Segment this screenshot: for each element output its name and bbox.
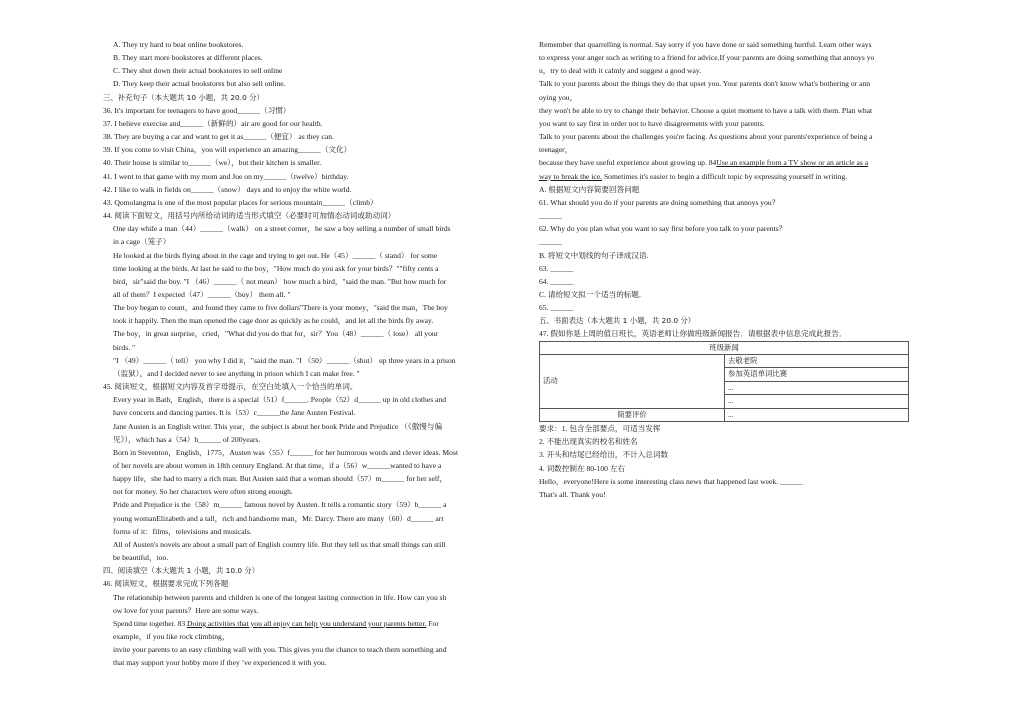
passage-text: because they have useful experience about growing up. 84 (539, 158, 717, 168)
passage-line (113, 617, 513, 630)
passage-line: took it happily. Then the man opened the cage door as quickly as he could，and let all the birds fly away. (113, 316, 434, 326)
passage-line: Remember that quarrelling is normal. Say sorry if you have done or said something hurtful. Learn other ways (539, 40, 872, 49)
passage-line: have concerts and dancing parties. It is（53）c______the Jane Austen Festival. (113, 408, 356, 418)
passage-line: young womanElizabeth and a tall，rich and handsome man，Mr. Darcy. There are many（60）d______ art (113, 513, 444, 523)
answer-blank-62: ______ (539, 237, 562, 247)
question-45: 45. 阅读短文，根据短文内容及首字母提示，在空白处填入一个恰当的单词。 (103, 382, 358, 392)
requirement-line: 3. 开头和结尾已经给出，不计入总词数 (539, 450, 669, 460)
section-3-heading: 三、补充句子（本大题共 10 小题，共 20.0 分） (103, 92, 264, 102)
option-d: D. They keep their actual bookstores but also sell online. (113, 79, 286, 89)
passage-line: Talk to your parents about the challenges you're facing. As questions about your parents'experience of being a (539, 132, 873, 142)
question-42: 42. I like to walk in fields on______（snow） days and to enjoy the white world. (103, 184, 352, 194)
fill-questions (103, 104, 513, 222)
passage-line: time looking at the birds. At last he said to the boy，"How much do you ask for your birds？""fifty cents a (113, 263, 439, 273)
passage-line: not for money. So her characters were often strong enough. (113, 487, 293, 497)
answer-blank-61: ______ (539, 211, 562, 221)
passage-line: of her novels are about women in 18th century England. At that time，if a（56）w______wanted to have a (113, 461, 442, 470)
question-47: 47. 假如你是上周的值日班长，英语老师让你做班级新闻报告．请根据表中信息完成此报告． (539, 329, 847, 339)
question-37: 37. I believe exercise and______（新鲜的）air are good for our health. (103, 118, 323, 128)
question-46: 46. 阅读短文，根据要求完成下列各题 (103, 579, 229, 589)
passage-line: teenager， (539, 145, 573, 155)
passage-line: they won't be able to try to change their behavior. Choose a quiet moment to have a talk with them. Plan what (539, 105, 873, 115)
underlined-sentence-84: Use an example from a TV show or an article as a (716, 158, 869, 168)
passage-line: bird，sir"said the boy. "I （46）______（ not mean） how much a bird，"said the man. "But how much for (113, 276, 447, 286)
option-c: C. They shut down their actual bookstores to sell online (113, 66, 283, 76)
passage-text: For (426, 618, 439, 628)
class-news-table (539, 341, 909, 422)
evaluation-value: ... (725, 408, 909, 421)
essay-closing: That's all. Thank you! (539, 489, 606, 499)
evaluation-label: 简要评价 (540, 408, 725, 421)
passage-line: Every year in Bath，English，there is a special（51）f______. People（52）d______ up in old clothes and (113, 395, 447, 405)
passage-line: He looked at the birds flying about in the cage and trying to get out. He（45）______（ stand） for some (113, 250, 438, 260)
questions-46 (539, 183, 944, 315)
passage-line: happy life，she had to marry a rich man. But Austen said that a woman should（57）m______ for her self， (113, 474, 448, 484)
passage-line: Born in Steventon，English，1775，Austen was（55）f______ for her humorous words and clever ideas. Most (113, 447, 459, 457)
question-41: 41. I went to that game with my mom and Joe on my______（twelve）birthday. (103, 171, 349, 181)
activity-item: ... (725, 381, 909, 394)
passage-line: "I （49）______（ tell） you why I did it，"said the man. "I （50）______（shut） up three years in a prison (113, 355, 456, 365)
passage-line: The boy began to count，and found they came to five dollars"There is your money，"said the man，The boy (113, 303, 448, 313)
question-36: 36. It's important for teenagers to have good______（习惯） (103, 105, 291, 115)
passage-44 (103, 222, 513, 380)
passage-line: （监狱），and I decided never to see anything in prison which I can make free. " (113, 368, 360, 378)
passage-text: Spend time together. 83 (113, 618, 188, 628)
question-62: 62. Why do you plan what you want to say first before you talk to your parents？ (539, 224, 787, 234)
activity-item: 参加英语单词比赛 (725, 368, 909, 381)
activity-item: 去敬老院 (725, 355, 909, 368)
requirements (539, 422, 944, 501)
passage-line (539, 170, 944, 183)
passage-line: oying you， (539, 92, 578, 102)
passage-line: in a cage（笼子） (113, 237, 171, 247)
question-39: 39. If you come to visit China，you will experience an amazing______（文化） (103, 145, 352, 155)
underlined-sentence-83: Doing activities that you all enjoy can help you understand your parents better. (187, 618, 427, 628)
passage-line: ow love for your parents？Here are some ways. (113, 605, 259, 615)
question-64: 64. ______ (539, 276, 574, 286)
passage-line: forms of it：films，televisions and musicals. (113, 526, 252, 536)
passage-line: One day while a man（44）______（walk） on a street corner，he saw a boy selling a number of small birds (113, 224, 451, 234)
passage-line: The boy，in great surprise，cried，"What did you do that for，sir？You（48）______（ lose） all your (113, 329, 439, 339)
passage-line: The relationship between parents and children is one of the longest lasting connection in life. How can you sh (113, 592, 447, 602)
passage-line: u，try to deal with it calmly and suggest a good way. (539, 66, 702, 76)
passage-line: All of Austen's novels are about a small part of English country life. But they tell us that small things can still (113, 539, 446, 549)
passage-line: Talk to your parents about the things they do that upset you. Your parents don't know what's bothering or ann (539, 79, 871, 89)
passage-45 (103, 393, 513, 564)
passage-line (539, 156, 944, 169)
activity-item: ... (725, 395, 909, 408)
question-63: 63. ______ (539, 263, 574, 273)
part-a-heading: A. 根据短文内容简要回答问题 (539, 184, 640, 194)
passage-46 (103, 591, 513, 670)
section-4-heading: 四、阅读填空（本大题共 1 小题，共 10.0 分） (103, 566, 260, 576)
right-column (539, 38, 944, 501)
question-38: 38. They are buying a car and want to get it as______（便宜） as they can. (103, 132, 334, 142)
passage-line: be beautiful，too. (113, 553, 169, 563)
passage-line: Pride and Prejudice is the（58）m______ famous novel by Austen. It tells a romantic story（59）b______ a (113, 500, 447, 510)
passage-line: to express your anger such as writing to a friend for advice.If your parents are doing something that annoys yo (539, 53, 875, 63)
option-b: B. They start more bookstores at different places. (113, 53, 263, 63)
options-35 (103, 38, 513, 91)
option-a: A. They try hard to beat online bookstores. (113, 40, 244, 49)
question-40: 40. Their house is similar to______（we），but their kitchen is smaller. (103, 158, 322, 168)
left-column (103, 38, 513, 670)
passage-line: invite your parents to an easy climbing wall with you. This gives you the chance to teach them something and (113, 645, 447, 655)
activity-label: 活动 (540, 355, 725, 409)
passage-text: Sometimes it's easier to begin a difficult topic by expressing yourself in writing. (602, 171, 848, 181)
question-65: 65. ______ (539, 303, 574, 313)
question-44: 44. 阅读下面短文，用括号内所给动词的适当形式填空（必要时可加情态动词或助动词） (103, 211, 396, 221)
passage-line: 见》），which has a（54）h______ of 200years. (113, 434, 261, 444)
passage-line: that may support your hobby more if they ’ve experienced it with you. (113, 658, 327, 668)
passage-line: Jane Austen is an English writer. This year，the subject is about her book Pride and Prejudice （《傲慢与偏 (113, 421, 443, 431)
passage-line: example，if you like rock climbing， (113, 632, 230, 642)
passage-line: birds. " (113, 342, 136, 352)
table-header: 班级新闻 (540, 341, 909, 354)
requirement-line: 4. 词数控制在 80-100 左右 (539, 463, 626, 473)
part-b-heading: B. 将短文中划线的句子译成汉语. (539, 250, 649, 260)
passage-line: all of them？I expected（47）______（buy） them all. " (113, 289, 291, 299)
question-61: 61. What should you do if your parents are doing something that annoys you？ (539, 197, 780, 207)
section-5-heading: 五、书面表达（本大题共 1 小题，共 20.0 分） (539, 316, 696, 326)
question-43: 43. Qomolangma is one of the most popular places for serious mountain______（climb） (103, 197, 378, 207)
requirement-line: 要求：1. 包含全部要点，可适当发挥 (539, 424, 661, 434)
passage-line: you want to say first in order not to have disagreements with your parents. (539, 118, 765, 128)
part-c-heading: C. 请给短文拟一个适当的标题. (539, 289, 641, 299)
passage-46-continued (539, 38, 944, 183)
underlined-sentence-84-end: way to break the ice. (539, 171, 603, 181)
requirement-line: 2. 不能出现真实的校名和姓名 (539, 437, 638, 447)
essay-opening: Hello，everyone!Here is some interesting class news that happened last week. ______ (539, 476, 803, 486)
